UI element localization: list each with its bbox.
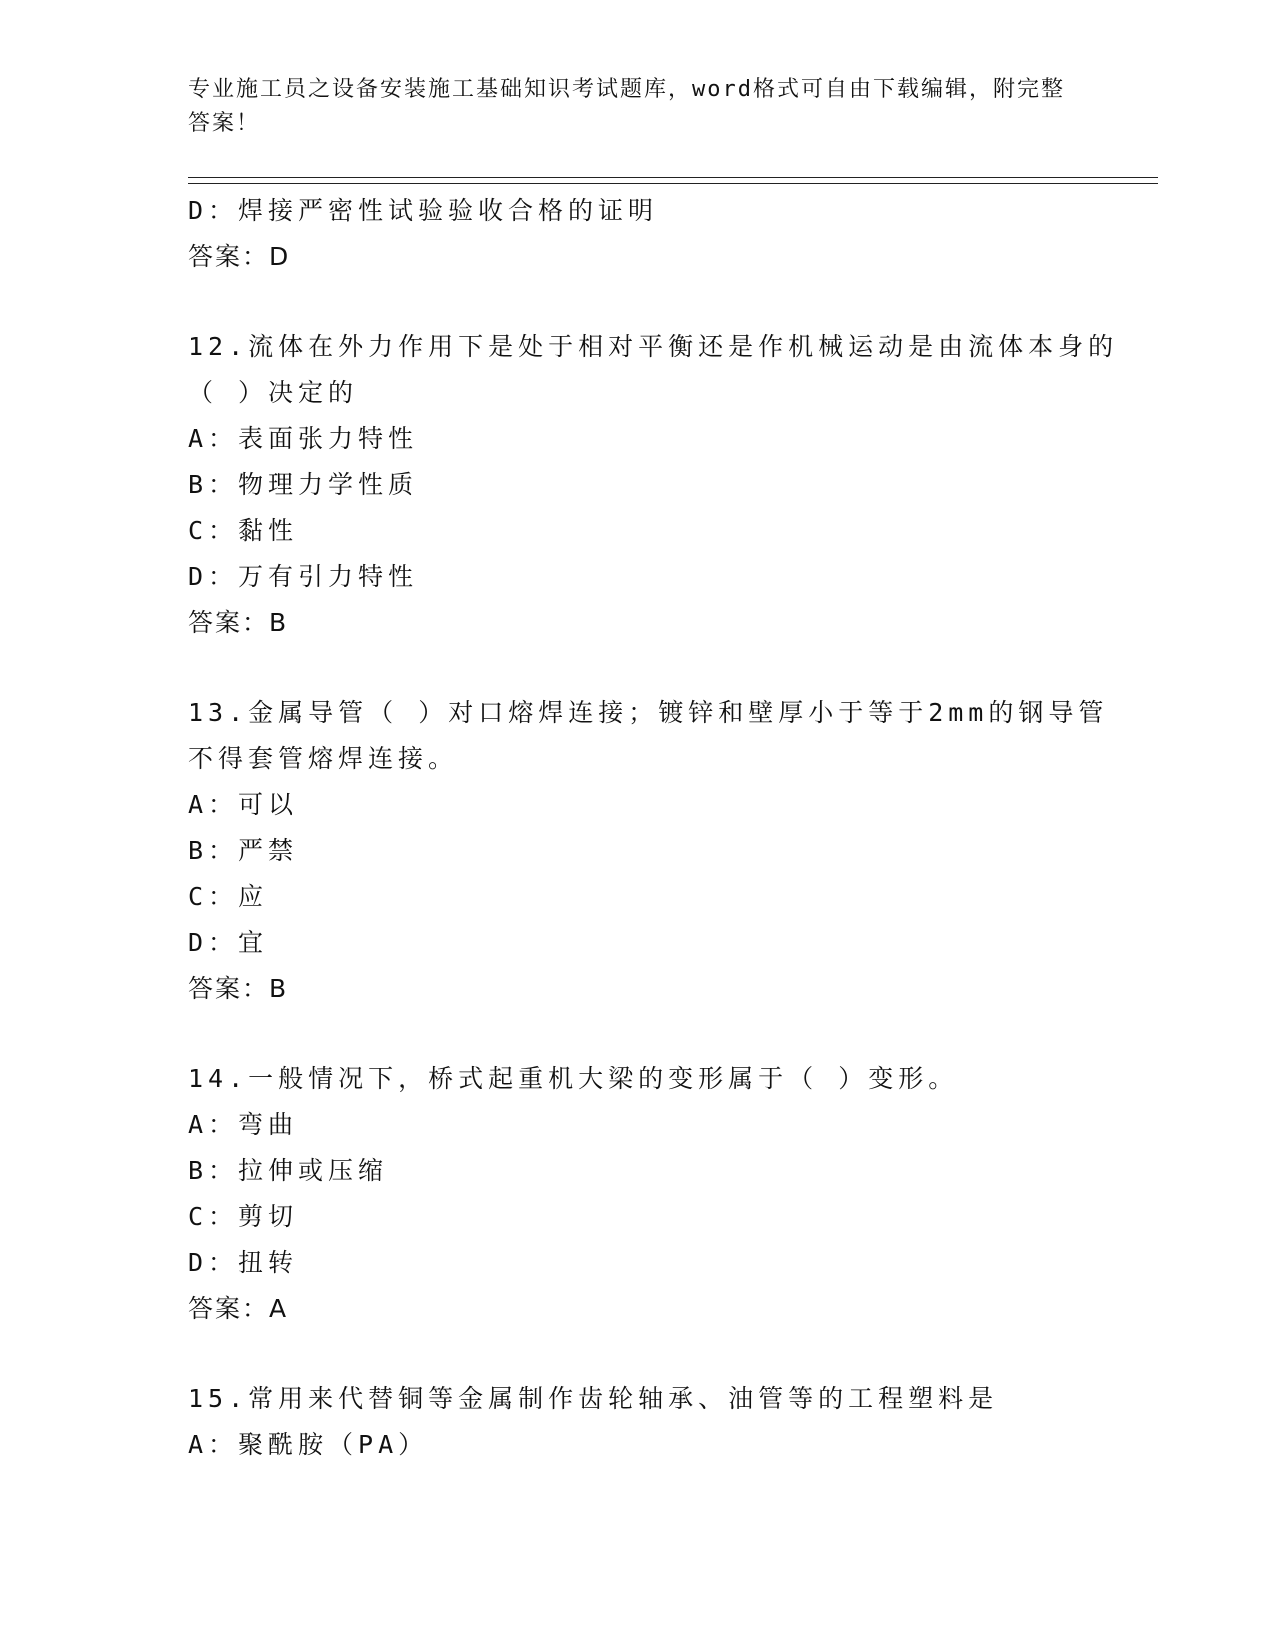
answer-line: 答案：D	[188, 242, 291, 271]
answer-line: 答案：B	[188, 608, 289, 637]
question-12	[188, 324, 1158, 646]
option-b: B：拉伸或压缩	[188, 1156, 389, 1185]
question-15	[188, 1376, 1158, 1468]
question-stem: 14.一般情况下，桥式起重机大梁的变形属于（ ）变形。	[188, 1064, 959, 1093]
option-b: B：物理力学性质	[188, 470, 419, 499]
option-d: D：焊接严密性试验验收合格的证明	[188, 196, 659, 225]
question-13	[188, 690, 1158, 1012]
header-rule-bottom	[188, 183, 1158, 184]
question-stem: 不得套管熔焊连接。	[188, 744, 459, 773]
option-a: A：可以	[188, 790, 299, 819]
question-content	[188, 188, 1158, 1468]
option-a: A：聚酰胺（PA）	[188, 1430, 429, 1459]
question-stem: 15.常用来代替铜等金属制作齿轮轴承、油管等的工程塑料是	[188, 1384, 999, 1413]
option-a: A：弯曲	[188, 1110, 299, 1139]
option-d: D：万有引力特性	[188, 562, 419, 591]
option-c: C：黏性	[188, 516, 299, 545]
option-d: D：扭转	[188, 1248, 299, 1277]
option-c: C：应	[188, 882, 269, 911]
question-stem: 12.流体在外力作用下是处于相对平衡还是作机械运动是由流体本身的	[188, 332, 1119, 361]
question-stem: 13.金属导管（ ）对口熔焊连接；镀锌和壁厚小于等于2mm的钢导管	[188, 698, 1109, 727]
page-header: 专业施工员之设备安装施工基础知识考试题库，word格式可自由下载编辑，附完整答案！	[188, 77, 1065, 136]
answer-line: 答案：B	[188, 974, 289, 1003]
option-a: A：表面张力特性	[188, 424, 419, 453]
question-stem: （ ）决定的	[188, 378, 359, 407]
header-rule-top	[188, 177, 1158, 178]
answer-line: 答案：A	[188, 1294, 289, 1323]
question-14	[188, 1056, 1158, 1332]
option-c: C：剪切	[188, 1202, 299, 1231]
option-d: D：宜	[188, 928, 269, 957]
option-b: B：严禁	[188, 836, 299, 865]
